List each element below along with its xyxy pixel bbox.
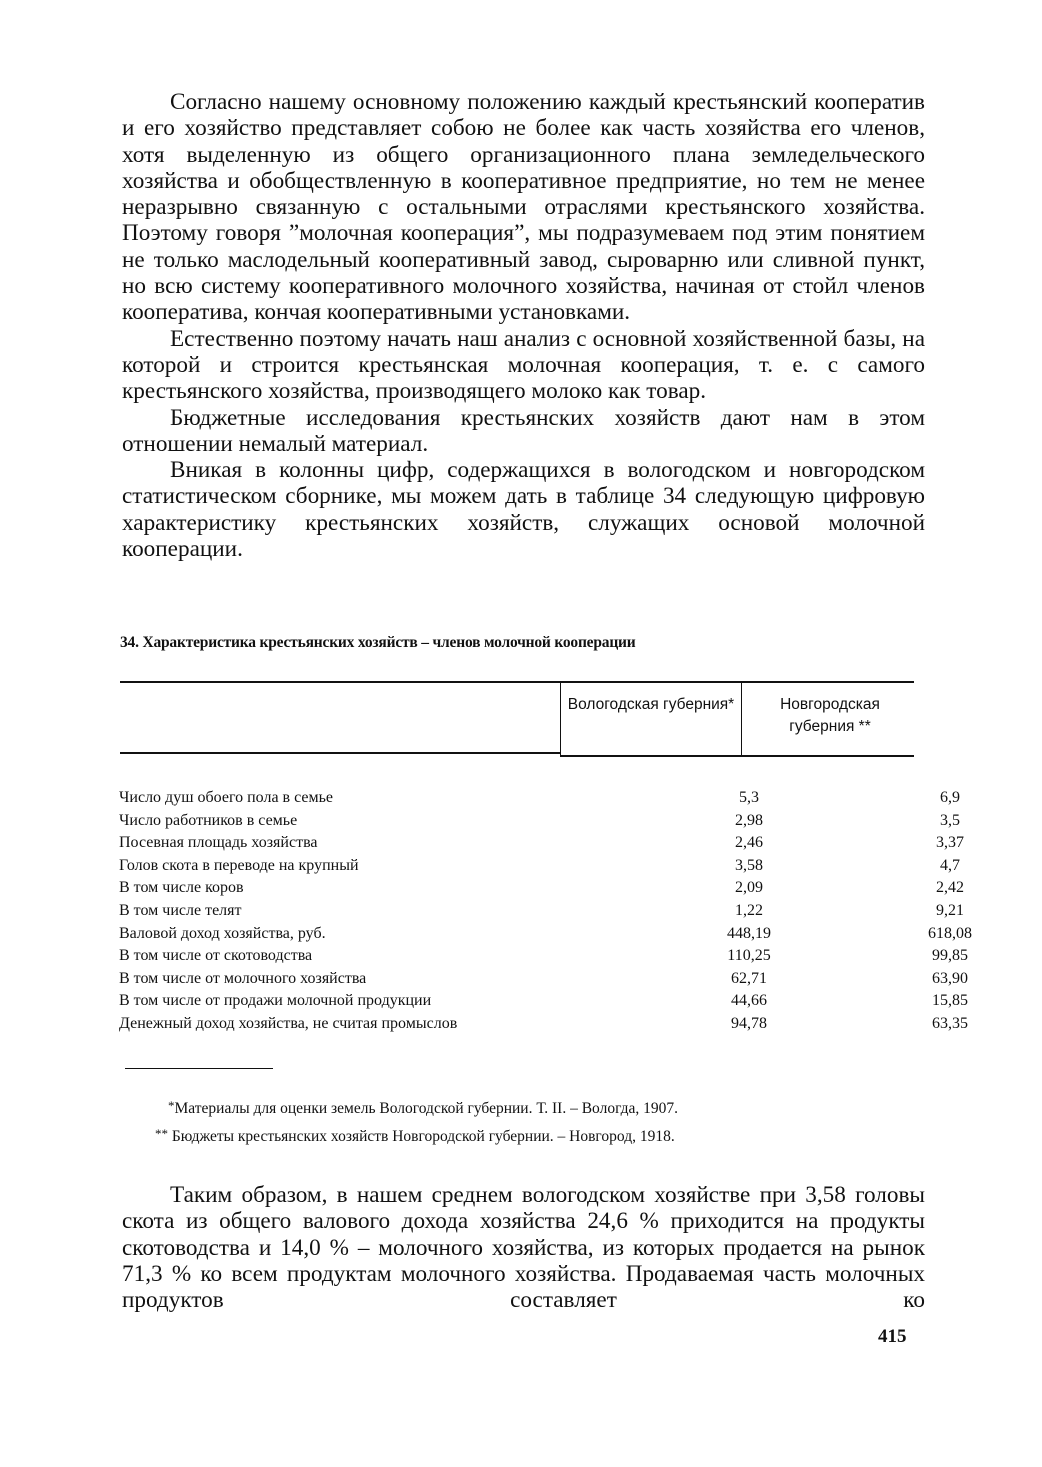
header-divider [560, 682, 561, 755]
table-row [119, 810, 960, 833]
value-novgorod: 2,42 [936, 879, 964, 897]
table-top-rule [120, 681, 914, 683]
footnote-text: Бюджеты крестьянских хозяйств Новгородской губернии. – Новгород, 1918. [171, 1128, 675, 1145]
table-body [119, 787, 972, 1036]
value-vologda: 110,25 [727, 947, 771, 965]
column-header-novgorod: Новгородская губерния ** [780, 696, 880, 735]
value-novgorod: 9,21 [936, 901, 964, 919]
value-novgorod: 15,85 [932, 992, 968, 1010]
value-vologda: 5,3 [739, 789, 759, 806]
row-label: В том числе от скотоводства [119, 947, 313, 965]
footnote-rule [125, 1068, 273, 1069]
table-row [119, 945, 968, 968]
row-label: Посевная площадь хозяйства [119, 834, 318, 852]
value-vologda: 448,19 [727, 924, 771, 942]
outro-text [122, 1182, 925, 1313]
row-label: В том числе телят [119, 901, 242, 919]
page-number: 415 [878, 1326, 907, 1347]
value-novgorod: 4,7 [940, 856, 960, 874]
paragraph: Таким образом, в нашем среднем вологодском хозяйстве при 3,58 головы скота из общего валового дохода хозяйства 24,6 % приходится на продукты скотоводства и 14,0 % – молочного хозяйства, из которых продается на рынок 71,3 % ко всем продуктам молочного хозяйства. Продаваемая часть молочных продуктов составляет ко [122, 1182, 925, 1314]
footnote [155, 1127, 675, 1147]
intro-text [122, 89, 925, 562]
footnote-text: Материалы для оценки земель Вологодской губернии. Т. II. – Вологда, 1907. [174, 1100, 679, 1117]
row-label: Валовой доход хозяйства, руб. [119, 924, 326, 942]
paragraph: Естественно поэтому начать наш анализ с основной хозяйственной базы, на которой и строится крестьянская молочная кооперация, т. е. с самого крестьянского хозяйства, производящего молоко как товар. [122, 325, 925, 405]
row-label: Голов скота в переводе на крупный [119, 856, 359, 874]
table-header-rule [120, 752, 560, 754]
row-label: Денежный доход хозяйства, не считая промыслов [119, 1014, 458, 1032]
header-divider [741, 682, 742, 755]
column-header-vologda: Вологодская губерния* [567, 696, 735, 713]
table-row [119, 855, 960, 878]
value-novgorod: 3,5 [940, 811, 960, 829]
footnote-mark: ** [155, 1126, 168, 1141]
value-novgorod: 3,37 [936, 834, 964, 852]
row-label: В том числе коров [119, 879, 244, 897]
value-novgorod: 63,90 [932, 969, 968, 987]
table-row [119, 787, 960, 810]
table-row [119, 900, 964, 923]
value-vologda: 44,66 [731, 992, 767, 1010]
value-vologda: 3,58 [735, 856, 763, 874]
table-header-rule [560, 755, 914, 757]
table-row [119, 832, 964, 855]
value-novgorod: 6,9 [940, 789, 960, 806]
footnote [168, 1099, 678, 1119]
value-vologda: 62,71 [731, 969, 767, 987]
table-caption: 34. Характеристика крестьянских хозяйств – членов молочной кооперации [120, 634, 636, 651]
row-label: Число душ обоего пола в семье [119, 789, 334, 806]
row-label: Число работников в семье [119, 811, 298, 829]
table-row [119, 923, 972, 946]
value-vologda: 94,78 [731, 1014, 767, 1032]
row-label: В том числе от молочного хозяйства [119, 969, 367, 987]
table-row [119, 877, 964, 900]
value-vologda: 2,46 [735, 834, 763, 852]
paragraph: Бюджетные исследования крестьянских хозяйств дают нам в этом отношении немалый материал. [122, 404, 925, 457]
value-vologda: 1,22 [735, 901, 763, 919]
table-row [119, 990, 968, 1013]
value-novgorod: 618,08 [928, 924, 972, 942]
paragraph: Согласно нашему основному положению каждый крестьянский кооператив и его хозяйство представляет собою не более как часть хозяйства его членов, хотя выделенную из общего организационного плана земледельческого хозяйства и обобществленную в кооперативное предприятие, но тем не менее неразрывно связанную с остальными отраслями крестьянского хозяйства. Поэтому говоря ”молочная кооперация”, мы подразумеваем под этим понятием не только маслодельный кооперативный завод, сыроварню или сливной пункт, но всю систему кооперативного молочного хозяйства, начиная от стойл членов кооператива, кончая кооперативными установками. [122, 89, 925, 326]
table-row [119, 1013, 968, 1036]
row-label: В том числе от продажи молочной продукции [119, 992, 432, 1010]
paragraph: Вникая в колонны цифр, содержащихся в вологодском и новгородском статистическом сборнике, мы можем дать в таблице 34 следующую цифровую характеристику крестьянских хозяйств, служащих основой молочной кооперации. [122, 457, 925, 563]
table-row [119, 968, 968, 991]
value-vologda: 2,09 [735, 879, 763, 897]
value-vologda: 2,98 [735, 811, 763, 829]
value-novgorod: 99,85 [932, 947, 968, 965]
footnote-mark: * [168, 1098, 175, 1113]
value-novgorod: 63,35 [932, 1014, 968, 1032]
